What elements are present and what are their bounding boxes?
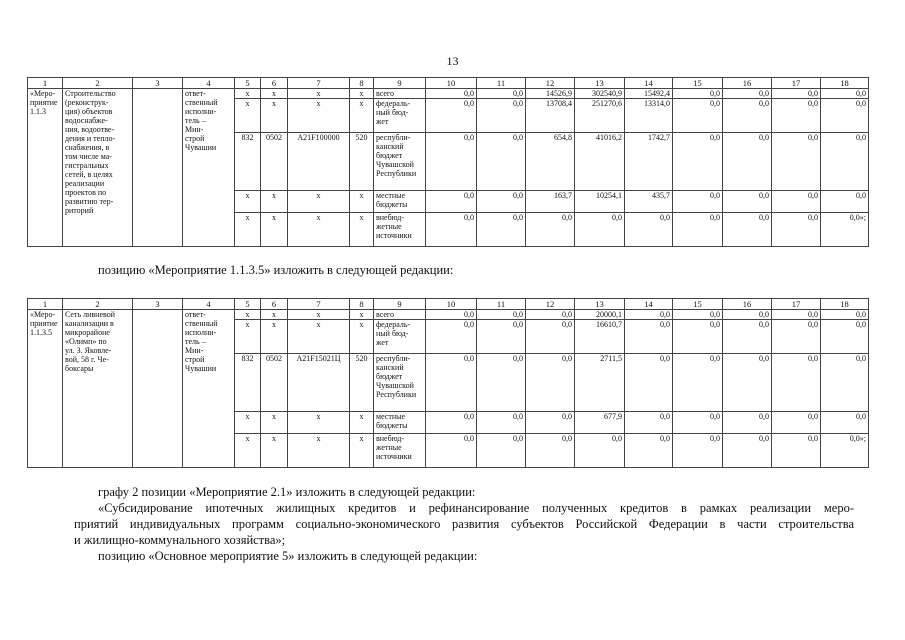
- cell-line: приятие: [30, 319, 58, 328]
- responsible-cell: [183, 310, 235, 468]
- cell-line: водоснабже-: [65, 116, 108, 125]
- cell-line: ответ-: [185, 310, 206, 319]
- funding-source-cell: [374, 434, 426, 468]
- amount-cell: 14526,9: [526, 89, 575, 99]
- cell-line: республи-: [376, 354, 411, 363]
- instruction-paragraph-1: позицию «Мероприятие 1.1.3.5» изложить в следующей редакции:: [98, 263, 454, 277]
- expense-type-cell: x: [350, 191, 374, 213]
- cell-line: местные: [376, 191, 406, 200]
- amount-cell: 0,0: [625, 310, 673, 320]
- amount-cell: 0,0»;: [821, 213, 869, 247]
- instruction-paragraph-2: графу 2 позиции «Мероприятие 2.1» изложить в следующей редакции:: [98, 485, 476, 499]
- cell-line: развитию тер-: [65, 197, 114, 206]
- column-number: 16: [723, 78, 772, 89]
- amount-cell: 0,0: [673, 412, 723, 434]
- amount-cell: 0,0: [477, 434, 526, 468]
- funding-source-cell: [374, 412, 426, 434]
- amount-cell: 0,0: [426, 320, 477, 354]
- amount-cell: 0,0: [723, 412, 772, 434]
- amount-cell: 0,0: [673, 310, 723, 320]
- amount-cell: 654,8: [526, 133, 575, 191]
- cell-line: ул. З. Яковле-: [65, 346, 112, 355]
- table-row: [28, 89, 869, 99]
- amount-cell: 0,0: [723, 354, 772, 412]
- amount-cell: 0,0: [426, 99, 477, 133]
- column-number: 6: [261, 299, 288, 310]
- amount-cell: 302540,9: [575, 89, 625, 99]
- column-number: 2: [63, 78, 133, 89]
- amount-cell: 0,0: [575, 213, 625, 247]
- amount-cell: 0,0: [477, 354, 526, 412]
- quote-line-1: «Субсидирование ипотечных жилищных кредитов и рефинансирование полученных кредитов в рамках реализации меро-: [98, 501, 854, 515]
- cell-line: тель –: [185, 337, 206, 346]
- grbs-code-cell: x: [235, 191, 261, 213]
- page-number: 13: [446, 54, 459, 68]
- amount-cell: 0,0: [723, 99, 772, 133]
- expense-type-cell: 520: [350, 354, 374, 412]
- column-number: 9: [374, 299, 426, 310]
- target-code-cell: A21F15021Ц: [288, 354, 350, 412]
- amount-cell: 0,0: [477, 99, 526, 133]
- amount-cell: 0,0: [477, 191, 526, 213]
- amount-cell: 0,0: [673, 191, 723, 213]
- column-number: 18: [821, 299, 869, 310]
- grbs-code-cell: x: [235, 434, 261, 468]
- target-code-cell: x: [288, 191, 350, 213]
- column-number: 18: [821, 78, 869, 89]
- column-number: 7: [288, 78, 350, 89]
- cell-line: всего: [376, 89, 395, 98]
- amount-cell: 0,0: [723, 213, 772, 247]
- cell-line: источники: [376, 231, 412, 240]
- amount-cell: 0,0: [821, 310, 869, 320]
- amount-cell: 0,0: [673, 213, 723, 247]
- cell-line: строй: [185, 355, 205, 364]
- cell-line: «Олимп» по: [65, 337, 107, 346]
- target-code-cell: x: [288, 99, 350, 133]
- cell-line: ный бюд-: [376, 108, 409, 117]
- cell-line: боксары: [65, 364, 94, 373]
- cell-line: ция) объектов: [65, 107, 113, 116]
- cell-line: жетные: [376, 222, 402, 231]
- column-number: 1: [28, 78, 63, 89]
- amount-cell: 0,0: [625, 354, 673, 412]
- amount-cell: 0,0: [526, 310, 575, 320]
- funding-source-cell: [374, 320, 426, 354]
- amount-cell: 0,0: [772, 213, 821, 247]
- amount-cell: 0,0: [477, 320, 526, 354]
- amount-cell: 0,0: [575, 434, 625, 468]
- funding-source-cell: [374, 213, 426, 247]
- section-code-cell: x: [261, 320, 288, 354]
- amount-cell: 0,0: [673, 99, 723, 133]
- column-number: 5: [235, 299, 261, 310]
- amount-cell: 0,0: [723, 434, 772, 468]
- cell-line: проектов по: [65, 188, 107, 197]
- amount-cell: 0,0: [772, 310, 821, 320]
- amount-cell: 0,0: [821, 99, 869, 133]
- activity-number-cell: [28, 89, 63, 247]
- section-code-cell: x: [261, 191, 288, 213]
- amount-cell: 0,0: [772, 412, 821, 434]
- cell-line: исполни-: [185, 107, 217, 116]
- amount-cell: 0,0: [426, 133, 477, 191]
- cell-line: бюджеты: [376, 200, 408, 209]
- column-number: 4: [183, 78, 235, 89]
- amount-cell: 0,0: [723, 310, 772, 320]
- cell-line: Чувашии: [185, 364, 217, 373]
- section-code-cell: x: [261, 412, 288, 434]
- amount-cell: 0,0: [723, 320, 772, 354]
- amount-cell: 0,0: [625, 412, 673, 434]
- column-number: 14: [625, 299, 673, 310]
- cell-line: дения и тепло-: [65, 134, 116, 143]
- amount-cell: 16610,7: [575, 320, 625, 354]
- amount-cell: 0,0: [526, 434, 575, 468]
- amount-cell: 13314,0: [625, 99, 673, 133]
- section-code-cell: x: [261, 434, 288, 468]
- funding-source-cell: [374, 99, 426, 133]
- column-number: 3: [133, 299, 183, 310]
- cell-line: вой, 58 г. Че-: [65, 355, 109, 364]
- target-code-cell: x: [288, 412, 350, 434]
- cell-line: источники: [376, 452, 412, 461]
- column-number: 13: [575, 299, 625, 310]
- amount-cell: 0,0: [772, 191, 821, 213]
- amount-cell: 0,0: [821, 354, 869, 412]
- amount-cell: 0,0: [426, 89, 477, 99]
- amount-cell: 0,0: [673, 434, 723, 468]
- cell-line: внебюд-: [376, 434, 404, 443]
- amount-cell: 0,0: [526, 213, 575, 247]
- grbs-code-cell: x: [235, 89, 261, 99]
- funding-source-cell: [374, 191, 426, 213]
- cell-line: жет: [376, 338, 389, 347]
- amount-cell: 0,0: [821, 191, 869, 213]
- cell-line: Чувашской: [376, 160, 414, 169]
- expense-type-cell: 520: [350, 133, 374, 191]
- amount-cell: 677,9: [575, 412, 625, 434]
- grbs-code-cell: x: [235, 213, 261, 247]
- cell-line: жетные: [376, 443, 402, 452]
- cell-line: Чувашской: [376, 381, 414, 390]
- empty-cell: [133, 310, 183, 468]
- amount-cell: 0,0: [723, 191, 772, 213]
- amount-cell: 0,0: [723, 89, 772, 99]
- amount-cell: 0,0: [625, 213, 673, 247]
- cell-line: канский: [376, 363, 404, 372]
- quote-line-2: приятий индивидуальных программ социально-экономического развития субъектов Российской Федерации в части строительства: [74, 517, 854, 531]
- activity-name-cell: [63, 89, 133, 247]
- amount-cell: 0,0: [526, 354, 575, 412]
- amount-cell: 0,0: [477, 89, 526, 99]
- target-code-cell: x: [288, 434, 350, 468]
- budget-table-1-1-3: [27, 77, 869, 247]
- column-number: 17: [772, 299, 821, 310]
- column-number: 1: [28, 299, 63, 310]
- amount-cell: 0,0: [772, 320, 821, 354]
- amount-cell: 0,0: [723, 133, 772, 191]
- cell-line: Республики: [376, 390, 417, 399]
- instruction-paragraph-4: позицию «Основное мероприятие 5» изложить в следующей редакции:: [98, 549, 478, 563]
- column-number: 2: [63, 299, 133, 310]
- amount-cell: 0,0: [526, 412, 575, 434]
- amount-cell: 0,0: [772, 99, 821, 133]
- column-number: 10: [426, 78, 477, 89]
- column-number: 8: [350, 78, 374, 89]
- cell-line: исполни-: [185, 328, 217, 337]
- quote-line-3: и жилищно-коммунального хозяйства»;: [74, 533, 286, 547]
- amount-cell: 251270,6: [575, 99, 625, 133]
- column-number: 13: [575, 78, 625, 89]
- cell-line: внебюд-: [376, 213, 404, 222]
- cell-line: бюджет: [376, 151, 403, 160]
- grbs-code-cell: 832: [235, 354, 261, 412]
- amount-cell: 0,0: [625, 434, 673, 468]
- amount-cell: 0,0: [772, 354, 821, 412]
- activity-name-cell: [63, 310, 133, 468]
- cell-line: «Меро-: [30, 89, 56, 98]
- target-code-cell: x: [288, 213, 350, 247]
- target-code-cell: x: [288, 310, 350, 320]
- amount-cell: 0,0: [673, 320, 723, 354]
- column-number: 9: [374, 78, 426, 89]
- amount-cell: 0,0: [477, 310, 526, 320]
- column-number: 12: [526, 299, 575, 310]
- expense-type-cell: x: [350, 310, 374, 320]
- amount-cell: 0,0: [673, 89, 723, 99]
- funding-source-cell: [374, 133, 426, 191]
- cell-line: канский: [376, 142, 404, 151]
- column-number-row: [28, 78, 869, 89]
- section-code-cell: x: [261, 310, 288, 320]
- amount-cell: 0,0: [821, 412, 869, 434]
- section-code-cell: 0502: [261, 133, 288, 191]
- amount-cell: 0,0: [772, 434, 821, 468]
- amount-cell: 0,0: [772, 133, 821, 191]
- empty-cell: [133, 89, 183, 247]
- grbs-code-cell: x: [235, 412, 261, 434]
- amount-cell: 163,7: [526, 191, 575, 213]
- column-number: 4: [183, 299, 235, 310]
- amount-cell: 15492,4: [625, 89, 673, 99]
- cell-line: микрорайоне: [65, 328, 110, 337]
- responsible-cell: [183, 89, 235, 247]
- amount-cell: 0,0: [426, 354, 477, 412]
- section-code-cell: x: [261, 213, 288, 247]
- cell-line: «Меро-: [30, 310, 56, 319]
- amount-cell: 10254,1: [575, 191, 625, 213]
- cell-line: ный бюд-: [376, 329, 409, 338]
- cell-line: Чувашии: [185, 143, 217, 152]
- cell-line: снабжения, в: [65, 143, 110, 152]
- cell-line: строй: [185, 134, 205, 143]
- cell-line: ния, водоотве-: [65, 125, 115, 134]
- cell-line: реализации: [65, 179, 105, 188]
- column-number: 6: [261, 78, 288, 89]
- funding-source-cell: [374, 310, 426, 320]
- amount-cell: 0,0: [477, 133, 526, 191]
- expense-type-cell: x: [350, 213, 374, 247]
- column-number: 11: [477, 299, 526, 310]
- expense-type-cell: x: [350, 320, 374, 354]
- column-number: 14: [625, 78, 673, 89]
- expense-type-cell: x: [350, 434, 374, 468]
- cell-line: тель –: [185, 116, 206, 125]
- cell-line: федераль-: [376, 320, 411, 329]
- amount-cell: 0,0: [426, 434, 477, 468]
- cell-line: бюджеты: [376, 421, 408, 430]
- column-number: 16: [723, 299, 772, 310]
- amount-cell: 20000,1: [575, 310, 625, 320]
- column-number: 15: [673, 78, 723, 89]
- cell-line: республи-: [376, 133, 411, 142]
- cell-line: ответ-: [185, 89, 206, 98]
- grbs-code-cell: x: [235, 99, 261, 133]
- cell-line: сетей, в целях: [65, 170, 113, 179]
- amount-cell: 0,0: [477, 412, 526, 434]
- table-row: [28, 310, 869, 320]
- amount-cell: 0,0: [526, 320, 575, 354]
- column-number: 11: [477, 78, 526, 89]
- column-number: 8: [350, 299, 374, 310]
- target-code-cell: x: [288, 89, 350, 99]
- funding-source-cell: [374, 89, 426, 99]
- amount-cell: 0,0: [625, 320, 673, 354]
- cell-line: ственный: [185, 98, 218, 107]
- amount-cell: 0,0»;: [821, 434, 869, 468]
- amount-cell: 0,0: [426, 191, 477, 213]
- cell-line: приятие: [30, 98, 58, 107]
- amount-cell: 435,7: [625, 191, 673, 213]
- expense-type-cell: x: [350, 412, 374, 434]
- column-number: 17: [772, 78, 821, 89]
- amount-cell: 0,0: [426, 412, 477, 434]
- cell-line: жет: [376, 117, 389, 126]
- amount-cell: 0,0: [673, 354, 723, 412]
- grbs-code-cell: x: [235, 310, 261, 320]
- amount-cell: 13708,4: [526, 99, 575, 133]
- cell-line: всего: [376, 310, 395, 319]
- cell-line: Сеть ливневой: [65, 310, 116, 319]
- column-number: 7: [288, 299, 350, 310]
- column-number: 3: [133, 78, 183, 89]
- cell-line: том числе ма-: [65, 152, 112, 161]
- expense-type-cell: x: [350, 89, 374, 99]
- column-number: 10: [426, 299, 477, 310]
- amount-cell: 0,0: [821, 133, 869, 191]
- column-number: 15: [673, 299, 723, 310]
- section-code-cell: x: [261, 99, 288, 133]
- section-code-cell: 0502: [261, 354, 288, 412]
- amount-cell: 0,0: [426, 310, 477, 320]
- cell-line: бюджет: [376, 372, 403, 381]
- instruction-block: [74, 484, 854, 564]
- column-number: 12: [526, 78, 575, 89]
- cell-line: 1.1.3.5: [30, 328, 52, 337]
- amount-cell: 0,0: [772, 89, 821, 99]
- budget-table-1-1-3-5: [27, 298, 869, 468]
- cell-line: федераль-: [376, 99, 411, 108]
- cell-line: Республики: [376, 169, 417, 178]
- target-code-cell: A21F100000: [288, 133, 350, 191]
- activity-number-cell: [28, 310, 63, 468]
- amount-cell: 1742,7: [625, 133, 673, 191]
- expense-type-cell: x: [350, 99, 374, 133]
- cell-line: местные: [376, 412, 406, 421]
- cell-line: риторий: [65, 206, 94, 215]
- cell-line: Строительство: [65, 89, 116, 98]
- cell-line: Мин-: [185, 346, 204, 355]
- grbs-code-cell: x: [235, 320, 261, 354]
- amount-cell: 41016,2: [575, 133, 625, 191]
- amount-cell: 0,0: [821, 320, 869, 354]
- cell-line: Мин-: [185, 125, 204, 134]
- amount-cell: 0,0: [426, 213, 477, 247]
- amount-cell: 0,0: [821, 89, 869, 99]
- section-code-cell: x: [261, 89, 288, 99]
- amount-cell: 2711,5: [575, 354, 625, 412]
- cell-line: (реконструк-: [65, 98, 109, 107]
- funding-source-cell: [374, 354, 426, 412]
- column-number: 5: [235, 78, 261, 89]
- cell-line: ственный: [185, 319, 218, 328]
- cell-line: гистральных: [65, 161, 109, 170]
- target-code-cell: x: [288, 320, 350, 354]
- amount-cell: 0,0: [673, 133, 723, 191]
- grbs-code-cell: 832: [235, 133, 261, 191]
- cell-line: 1.1.3: [30, 107, 46, 116]
- amount-cell: 0,0: [477, 213, 526, 247]
- cell-line: канализации в: [65, 319, 114, 328]
- column-number-row: [28, 299, 869, 310]
